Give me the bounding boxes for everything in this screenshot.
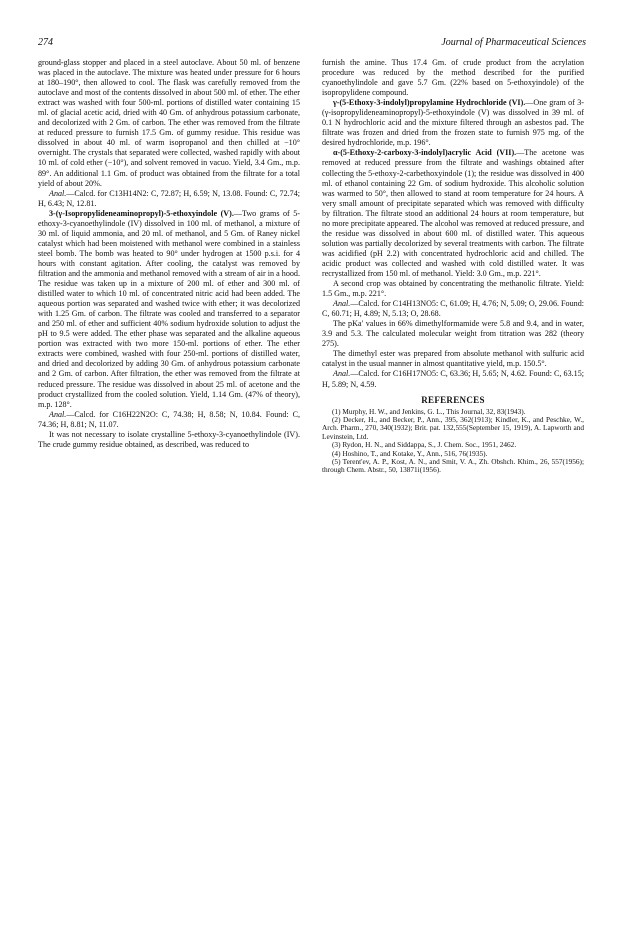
- compound-paragraph: [322, 148, 584, 279]
- right-column: [322, 58, 584, 475]
- paragraph: furnish the amine. Thus 17.4 Gm. of crude product from the acrylation procedure was reduced by the method described for the purified cyanoethylindole and gave 5.7 Gm. (22% based on 5-ethoxyindole) of the isopropylidene compound.: [322, 58, 584, 98]
- anal-text: —Calcd. for C16H17NO5: C, 63.36; H, 5.65; N, 4.62. Found: C, 63.15; H, 5.89; N, 4.59.: [322, 369, 584, 389]
- reference-item: (2) Decker, H., and Becker, P., Ann., 395, 362(1913); Kindler, K., and Peschke, W., Arch. Pharm., 270, 340(1932); Brit. pat. 132,555(September 15, 1919), A. Lapworth and Levinstein, Ltd.: [322, 415, 584, 441]
- compound-heading: α-(5-Ethoxy-2-carboxy-3-indolyl)acrylic Acid (VII).: [333, 148, 517, 158]
- reference-item: (4) Hoshino, T., and Kotake, Y., Ann., 516, 76(1935).: [332, 448, 488, 458]
- compound-text: —Two grams of 5-ethoxy-3-cyanoethylindole (IV) dissolved in 100 ml. of methanol, a mixture of 30 ml. of liquid ammonia, and 20 ml. of methanol, and 5 Gm. of Raney nickel catalyst which had been moistened with methanol were combined in a stainless steel bomb. The bomb was heated to 90° under hydrogen at 1500 p.s.i. for 4 hours with constant agitation. After cooling, the catalyst was removed by filtration and the ammonia and methanol removed with a stream of air in a hood. The residue was taken up in a mixture of 200 ml. of ether and 300 ml. of distilled water to which 10 ml. of concentrated nitric acid had been added. The aqueous portion was separated and washed twice with ether; it was decolorized with 1.25 Gm. of carbon. The filtrate was cooled and transferred to a separator and 250 ml. of ether and sufficient 40% sodium hydroxide solution to adjust the pH to 9.5 were added. The ether phase was separated and the alkaline aqueous portion was extracted with two more 150-ml. portions of ether. The ether extracts were combined, washed with four 250-ml. portions of distilled water, and dried and decolorized by adding 30 Gm. of anhydrous potassium carbonate and 2 Gm. of carbon. After filtration, the ether was removed from the filtrate at reduced pressure. The residue was dissolved in about 25 ml. of acetone and the product crystallized from the cooled solution. Yield, 1.14 Gm. (47% of theory), m.p. 128°.: [38, 208, 300, 409]
- paragraph: A second crop was obtained by concentrating the methanolic filtrate. Yield: 1.5 Gm., m.p. 221°.: [322, 279, 584, 299]
- compound-heading: γ-(5-Ethoxy-3-indolyl)propylamine Hydrochloride (VI).: [333, 98, 526, 108]
- paragraph: It was not necessary to isolate crystalline 5-ethoxy-3-cyanoethylindole (IV). The crude gummy residue obtained, as described, was reduced to: [38, 429, 300, 449]
- anal-label: Anal.: [333, 299, 351, 309]
- reference-item: (1) Murphy, H. W., and Jenkins, G. L., This Journal, 32, 83(1943).: [332, 406, 526, 416]
- analysis-paragraph: [38, 410, 300, 430]
- anal-text: —Calcd. for C16H22N2O: C, 74.38; H, 8.58; N, 10.84. Found: C, 74.36; H, 8.81; N, 11.07.: [38, 409, 300, 429]
- analysis-paragraph: [322, 369, 584, 389]
- anal-label: Anal.: [49, 188, 67, 198]
- journal-title: Journal of Pharmaceutical Sciences: [441, 37, 586, 48]
- anal-text: —Calcd. for C13H14N2: C, 72.87; H, 6.59; N, 13.08. Found: C, 72.74; H, 6.43; N, 12.81.: [38, 188, 300, 208]
- analysis-paragraph: [38, 189, 300, 209]
- references-heading: REFERENCES: [421, 394, 485, 405]
- paragraph: The dimethyl ester was prepared from absolute methanol with sulfuric acid catalyst in the usual manner in almost quantitative yield, m.p. 150.5°.: [322, 349, 584, 369]
- anal-label: Anal.: [333, 369, 351, 379]
- anal-text: —Calcd. for C14H13NO5: C, 61.09; H, 4.76; N, 5.09; O, 29.06. Found: C, 60.71; H, 4.89; N, 5.13; O, 28.68.: [322, 299, 584, 319]
- analysis-paragraph: [322, 299, 584, 319]
- page-number: 274: [38, 37, 53, 48]
- paragraph: ground-glass stopper and placed in a steel autoclave. About 50 ml. of benzene was placed in the autoclave. The mixture was heated under pressure for 6 hours at 180–190°, then allowed to cool. The flask was carefully removed from the autoclave and most of the contents dissolved in about 500 ml. of ether. The ether extract was washed with four 500-ml. portions of distilled water containing 15 ml. of glacial acetic acid, dried with 40 Gm. of anhydrous potassium carbonate, and decolorized with 2 Gm. of carbon. The ether was removed from the filtrate at reduced pressure to furnish 17.5 Gm. of gummy residue. This residue was dissolved in about 40 ml. of warm isopropanol and then chilled at −10° overnight. The crystals that separated were collected, washed rapidly with about 10 ml. of cold ether (−10°), and solvent removed in vacuo. Yield, 3.4 Gm., m.p. 89°. An additional 1.1 Gm. of product was obtained from the filtrate for a total yield of about 20%.: [38, 58, 300, 188]
- anal-label: Anal.: [49, 409, 67, 419]
- compound-text: —The acetone was removed at reduced pressure from the filtrate and washings obtained after collecting the 5-ethoxy-2-carbethoxyindole (1); the residue was dissolved in 400 ml. of ethanol containing 22 Gm. of sodium hydroxide. This alcoholic solution was warmed to 50°, then allowed to stand at room temperature for 24 hours. A very small amount of precipitate separated which was removed with difficulty by filtration. The filtrate stood an additional 24 hours at room temperature, but no more precipitate appeared. The alcohol was removed at reduced pressure, and the residue was dissolved in about 600 ml. of distilled water. This aqueous solution was partially decolorized by several treatments with carbon. The filtrate was acidified (pH 2.2) with concentrated hydrochloric acid and chilled. The acidic product was collected and washed with cold distilled water. It was recrystallized from 150 ml. of methanol. Yield: 3.0 Gm., m.p. 221°.: [322, 148, 584, 278]
- compound-paragraph: [322, 98, 584, 148]
- compound-heading: 3-(γ-Isopropylideneaminopropyl)-5-ethoxyindole (V).: [49, 208, 234, 218]
- reference-item: (3) Rydon, H. N., and Siddappa, S., J. Chem. Soc., 1951, 2462.: [332, 440, 517, 450]
- reference-item: (5) Terent'ev, A. P., Kost, A. N., and Smit, V. A., Zh. Obshch. Khim., 26, 557(1956); through Chem. Abstr., 50, 13871i(1956).: [322, 457, 584, 475]
- left-column: [38, 58, 300, 450]
- compound-text: —One gram of 3-(γ-isopropylideneaminopropyl)-5-ethoxyindole (V) was dissolved in 39 ml. of 0.1 N hydrochloric acid and the mixture filtered through an asbestos pad. The filtrate was frozen and dried from the frozen state to furnish 975 mg. of the desired hydrochloride, m.p. 196°.: [322, 98, 584, 148]
- paragraph: The pKa′ values in 66% dimethylformamide were 5.8 and 9.4, and in water, 3.9 and 5.3. The calculated molecular weight from titration was 282 (theory 275).: [322, 319, 584, 349]
- compound-paragraph: [38, 209, 300, 410]
